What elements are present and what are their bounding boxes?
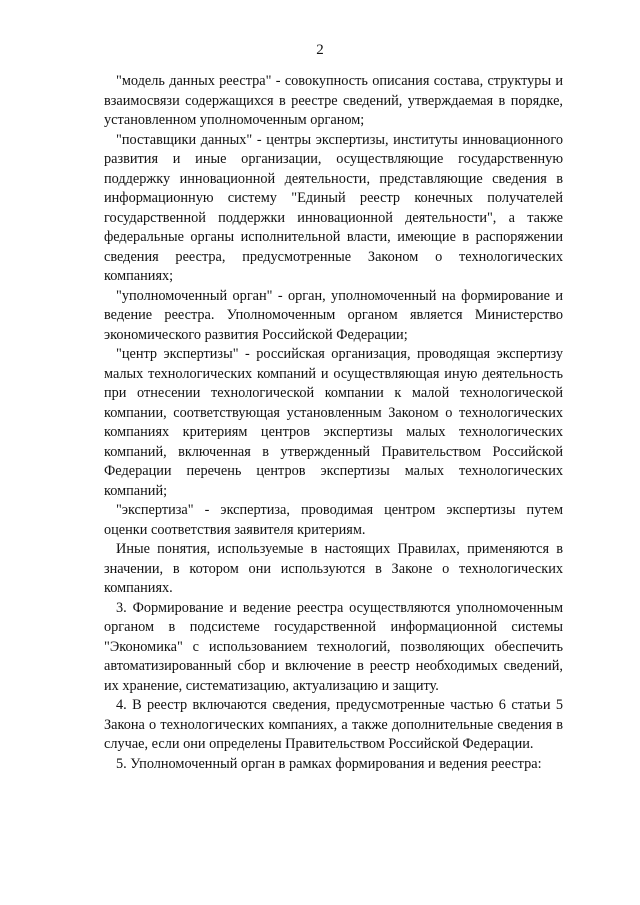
paragraph-data-suppliers-definition: "поставщики данных" - центры экспертизы, институты инновационного развития и иные организации, осуществляющие государственную поддержку инновационной деятельности, представляющие сведения в информационную систему "Единый реестр конечных получателей государственной поддержки инновационной деятельности", а также федеральные органы исполнительной власти, имеющие в распоряжении сведения реестра, предусмотренные Законом о технологических компаниях; bbox=[104, 131, 563, 284]
paragraph-data-model-definition: "модель данных реестра" - совокупность описания состава, структуры и взаимосвязи содержащихся в реестре сведений, утверждаемая в порядке, установленном уполномоченным органом; bbox=[104, 73, 563, 128]
paragraph-authorized-body-definition: "уполномоченный орган" - орган, уполномоченный на формирование и ведение реестра. Уполномоченным органом является Министерство экономического развития Российской Федерации; bbox=[104, 287, 563, 343]
document-body bbox=[104, 72, 563, 774]
page-number: 2 bbox=[316, 42, 324, 58]
paragraph-item-5: 5. Уполномоченный орган в рамках формирования и ведения реестра: bbox=[116, 755, 542, 772]
paragraph-expertise-definition: "экспертиза" - экспертиза, проводимая центром экспертизы путем оценки соответствия заявителя критериям. bbox=[104, 502, 563, 538]
paragraph-item-4: 4. В реестр включаются сведения, предусмотренные частью 6 статьи 5 Закона о технологических компаниях, а также дополнительные сведения в случае, если они определены Правительством Российской Федерации. bbox=[104, 697, 563, 752]
paragraph-item-3: 3. Формирование и ведение реестра осуществляются уполномоченным органом в подсистеме государственной информационной системы "Экономика" с использованием технологий, позволяющих обеспечить автоматизированный сбор и включение в реестр необходимых сведений, их хранение, систематизацию, актуализацию и защиту. bbox=[104, 599, 563, 694]
paragraph-expertise-center-definition: "центр экспертизы" - российская организация, проводящая экспертизу малых технологических компаний и осуществляющая иную деятельность при отнесении технологической компании к малой технологической компании, соответствующая установленным Законом о технологических компаниях критериям центров экспертизы малых технологических компаний, включенная в утвержденный Правительством Российской Федерации перечень центров экспертизы малых технологических компаний; bbox=[104, 346, 563, 499]
paragraph-other-concepts: Иные понятия, используемые в настоящих Правилах, применяются в значении, в котором они используются в Законе о технологических компаниях. bbox=[104, 541, 563, 596]
